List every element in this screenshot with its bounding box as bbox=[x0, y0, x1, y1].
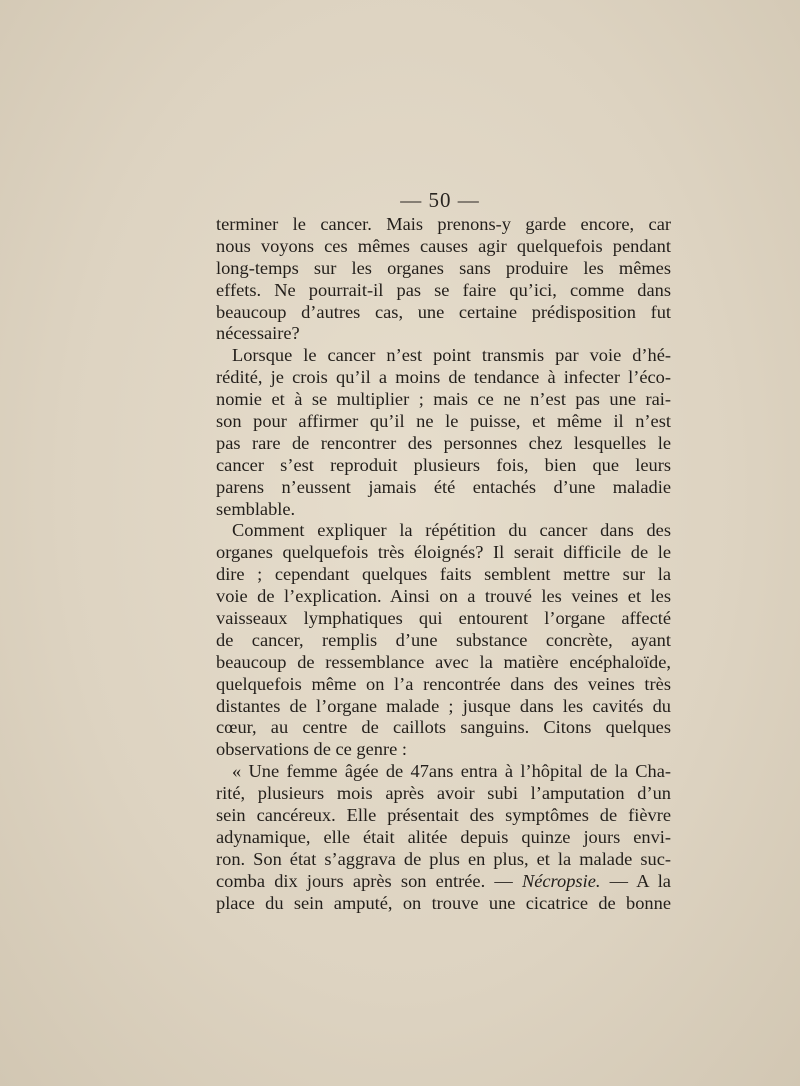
page-number: — 50 — bbox=[400, 188, 480, 212]
text-fragment: — A la bbox=[609, 870, 671, 891]
text-line: pas rare de rencontrer des personnes chez lesquelles le bbox=[216, 432, 671, 453]
text-line: cœur, au centre de caillots sanguins. Citons quelques bbox=[216, 717, 671, 738]
text-line: rédité, je crois qu’il a moins de tendance à infecter l’éco- bbox=[216, 367, 671, 388]
text-line: « Une femme âgée de 47ans entra à l’hôpital de la Cha- bbox=[232, 761, 671, 782]
text-line: nomie et à se multiplier ; mais ce ne n’est pas une rai- bbox=[216, 389, 671, 410]
text-line: organes quelquefois très éloignés? Il serait difficile de le bbox=[216, 542, 671, 563]
text-line: effets. Ne pourrait-il pas se faire qu’ici, comme dans bbox=[216, 279, 671, 300]
text-line: nous voyons ces mêmes causes agir quelquefois pendant bbox=[216, 235, 671, 256]
text-line: place du sein amputé, on trouve une cicatrice de bonne bbox=[216, 892, 671, 913]
text-line: adynamique, elle était alitée depuis quinze jours envi- bbox=[216, 826, 671, 847]
text-line: rité, plusieurs mois après avoir subi l’amputation d’un bbox=[216, 783, 671, 804]
body-text bbox=[216, 214, 671, 915]
text-line: semblable. bbox=[216, 498, 296, 519]
text-line: beaucoup d’autres cas, une certaine prédisposition fut bbox=[216, 301, 671, 322]
text-line: Comment expliquer la répétition du cancer dans des bbox=[232, 520, 671, 541]
necropsie-line bbox=[216, 871, 671, 893]
dash: — bbox=[494, 870, 513, 891]
text-fragment: comba dix jours après son entrée. bbox=[216, 870, 486, 891]
text-line: quelquefois même on l’a rencontrée dans des veines très bbox=[216, 673, 671, 694]
text-line: beaucoup de ressemblance avec la matière encéphaloïde, bbox=[216, 651, 671, 672]
text-line: son pour affirmer qu’il ne le puisse, et même il n’est bbox=[216, 411, 671, 432]
text-line: dire ; cependant quelques faits semblent mettre sur la bbox=[216, 564, 671, 585]
text-line: parens n’eussent jamais été entachés d’une maladie bbox=[216, 476, 671, 497]
text-line: sein cancéreux. Elle présentait des symptômes de fièvre bbox=[216, 805, 671, 826]
text-line: ron. Son état s’aggrava de plus en plus, et la malade suc- bbox=[216, 848, 671, 869]
text-line: voie de l’explication. Ainsi on a trouvé les veines et les bbox=[216, 586, 671, 607]
text-line: distantes de l’organe malade ; jusque dans les cavités du bbox=[216, 695, 671, 716]
necropsie-heading: Nécropsie. bbox=[521, 870, 601, 891]
text-line: long-temps sur les organes sans produire les mêmes bbox=[216, 257, 671, 278]
text-line: vaisseaux lymphatiques qui entourent l’organe affecté bbox=[216, 608, 671, 629]
text-line: de cancer, remplis d’une substance concrète, ayant bbox=[216, 629, 671, 650]
text-line: nécessaire? bbox=[216, 323, 300, 344]
text-line: terminer le cancer. Mais prenons-y garde encore, car bbox=[216, 214, 671, 234]
text-line: Lorsque le cancer n’est point transmis par voie d’hé- bbox=[232, 345, 671, 366]
text-line: cancer s’est reproduit plusieurs fois, bien que leurs bbox=[216, 454, 671, 475]
text-line: observations de ce genre : bbox=[216, 739, 407, 760]
